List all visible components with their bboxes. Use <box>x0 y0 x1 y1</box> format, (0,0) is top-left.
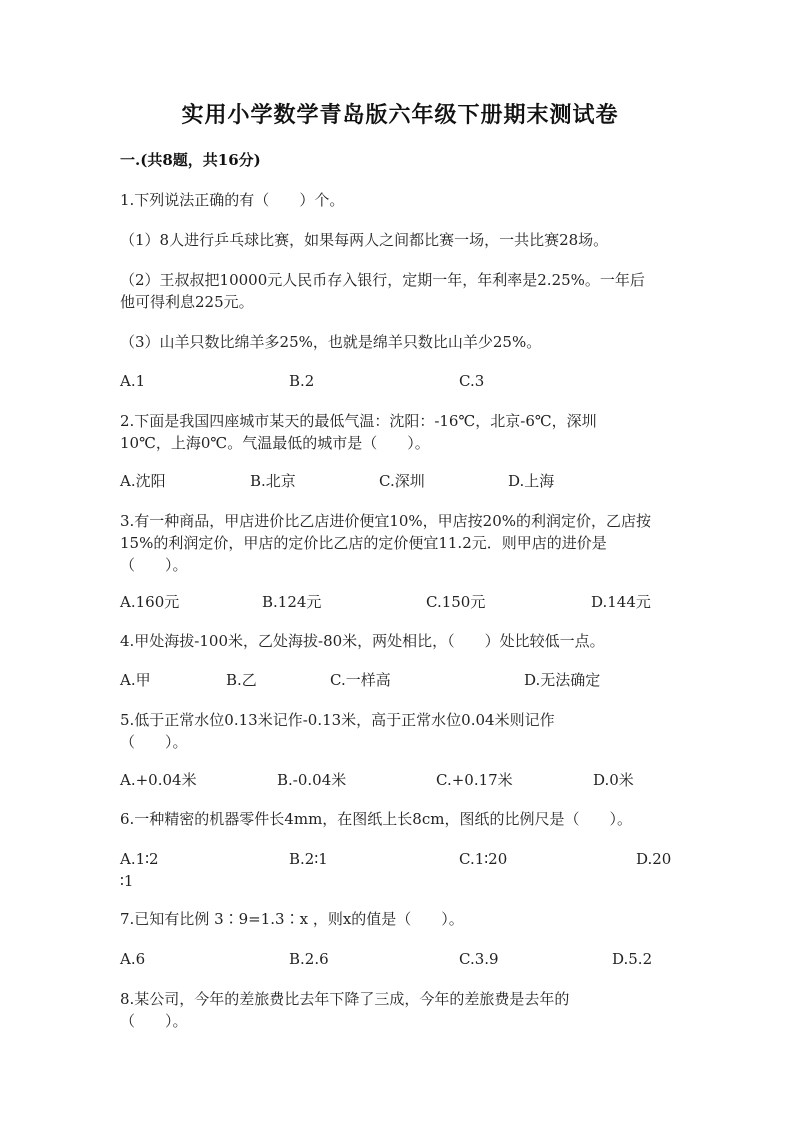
question-5-option-c: C.+0.17米 <box>436 771 513 789</box>
question-1-option-c: C.3 <box>459 372 485 390</box>
question-2-stem-cont: 10℃，上海0℃。气温最低的城市是（ ）。 <box>120 434 430 452</box>
question-6-option-d: D.20 <box>636 850 672 868</box>
question-4-stem: 4.甲处海拔-100米，乙处海拔-80米，两处相比，（ ）处比较低一点。 <box>120 632 605 650</box>
page-title: 实用小学数学青岛版六年级下册期末测试卷 <box>181 102 619 128</box>
question-4-option-d: D.无法确定 <box>524 671 601 689</box>
question-7-stem: 7.已知有比例 3∶9=1.3∶x ，则x的值是（ ）。 <box>120 910 464 928</box>
question-3-stem: 3.有一种商品，甲店进价比乙店进价便宜10%，甲店按20%的利润定价，乙店按 <box>120 512 651 530</box>
question-3-stem-blank: （ ）。 <box>120 556 188 574</box>
question-6-option-b: B.2∶1 <box>289 850 328 868</box>
question-4-option-b: B.乙 <box>226 671 257 689</box>
question-2-option-d: D.上海 <box>508 472 555 490</box>
question-3-option-a: A.160元 <box>120 593 180 611</box>
question-6-stem: 6.一种精密的机器零件长4mm，在图纸上长8cm，图纸的比例尺是（ ）。 <box>120 810 632 828</box>
question-5-option-b: B.-0.04米 <box>277 771 347 789</box>
question-7-option-b: B.2.6 <box>289 950 329 968</box>
question-2-stem: 2.下面是我国四座城市某天的最低气温：沈阳：-16℃，北京-6℃，深圳 <box>120 412 597 430</box>
question-6-option-a: A.1∶2 <box>120 850 159 868</box>
question-7-option-c: C.3.9 <box>459 950 499 968</box>
question-7-option-d: D.5.2 <box>612 950 653 968</box>
question-5-option-a: A.+0.04米 <box>120 771 197 789</box>
question-1-option-b: B.2 <box>289 372 315 390</box>
question-6-option-d-wrap: ∶1 <box>120 872 134 890</box>
question-2-option-c: C.深圳 <box>379 472 425 490</box>
question-1-stem: 1.下列说法正确的有（ ）个。 <box>120 191 345 209</box>
question-5-option-d: D.0米 <box>593 771 634 789</box>
question-4-option-a: A.甲 <box>120 671 151 689</box>
question-1-statement-2: （2）王叔叔把10000元人民币存入银行，定期一年，年利率是2.25%。一年后 <box>120 271 645 289</box>
question-3-option-c: C.150元 <box>426 593 486 611</box>
question-1-option-a: A.1 <box>120 372 146 390</box>
question-1-statement-3: （3）山羊只数比绵羊多25%，也就是绵羊只数比山羊少25%。 <box>120 333 542 351</box>
question-3-option-d: D.144元 <box>591 593 651 611</box>
question-2-option-a: A.沈阳 <box>120 472 166 490</box>
question-8-stem: 8.某公司，今年的差旅费比去年下降了三成，今年的差旅费是去年的 <box>120 990 570 1008</box>
question-7-option-a: A.6 <box>120 950 146 968</box>
question-3-stem-cont: 15%的利润定价，甲店的定价比乙店的定价便宜11.2元．则甲店的进价是 <box>120 534 607 552</box>
question-1-statement-2-cont: 他可得利息225元。 <box>120 293 254 311</box>
question-5-stem: 5.低于正常水位0.13米记作-0.13米，高于正常水位0.04米则记作 <box>120 711 555 729</box>
section-header: 一.(共8题，共16分) <box>120 151 261 169</box>
question-4-option-c: C.一样高 <box>330 671 391 689</box>
question-1-statement-1: （1）8人进行乒乓球比赛，如果每两人之间都比赛一场，一共比赛28场。 <box>120 231 609 249</box>
question-8-stem-blank: （ ）。 <box>120 1012 188 1030</box>
question-2-option-b: B.北京 <box>250 472 296 490</box>
question-6-option-c: C.1∶20 <box>459 850 508 868</box>
question-5-stem-blank: （ ）。 <box>120 733 188 751</box>
question-3-option-b: B.124元 <box>262 593 322 611</box>
